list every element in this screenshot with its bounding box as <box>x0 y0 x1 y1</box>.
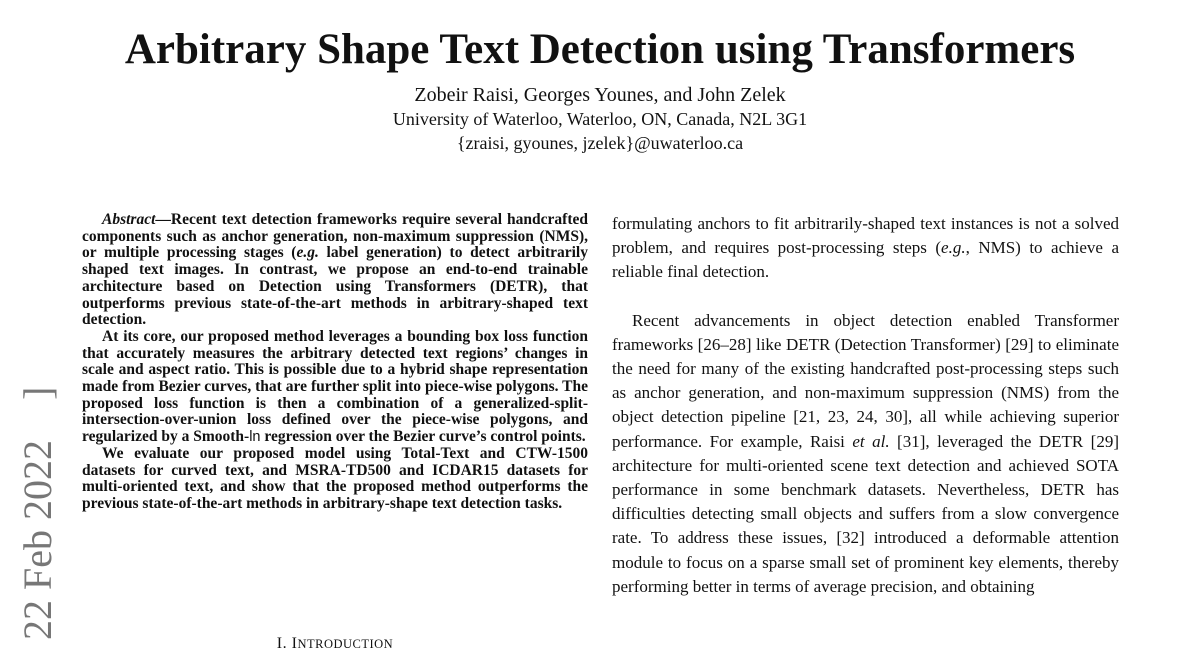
abstract-column <box>82 212 588 513</box>
section-numeral: I. <box>276 635 288 652</box>
body-column <box>612 212 1119 599</box>
body-eg: e.g. <box>941 238 966 258</box>
arxiv-sidebar <box>16 387 60 640</box>
body-text: Recent advancements in object detection enabled Transformer frameworks [26–28] like DETR (Detection Transformer) [29] to eliminate the need for many of the existing handcrafted post-processing steps such as anchor generation, and non-maximum suppression (NMS) from the object detection pipeline [21, 23, 24, 30], all while achieving superior performance. For example, Raisi <box>612 310 1119 451</box>
abstract-ln: ln <box>249 429 261 446</box>
affiliation: University of Waterloo, Waterloo, ON, Canada, N2L 3G1 <box>392 109 808 129</box>
section-title-rest: NTRODUCTION <box>297 637 394 651</box>
abstract-paragraph-1 <box>82 212 588 329</box>
abstract-eg: e.g. <box>296 244 319 262</box>
abstract-text: regression over the Bezier curve’s control points. <box>260 428 586 446</box>
body-paragraph-1 <box>612 212 1119 285</box>
sidebar-bar: ] <box>15 386 60 400</box>
abstract-paragraph-3: We evaluate our proposed model using Total-Text and CTW-1500 datasets for curved text, and MSRA-TD500 and ICDAR15 datasets for multi-oriented text, and show that the proposed method outperforms the previous state-of-the-art methods in arbitrary-shape text detection tasks. <box>82 444 588 512</box>
abstract-text: label generation) to detect arbitrarily shaped text images. In contrast, we propose an end-to-end trainable architecture based on Detection using Transformers (DETR), that outperforms previous state-of-the-art methods in arbitrary-shaped text detection. <box>82 244 588 329</box>
body-text: [31], leveraged the DETR [29] architecture for multi-oriented scene text detection and achieved SOTA performance in some benchmark datasets. Nevertheless, DETR has difficulties detecting small objects and suffers from a slow convergence rate. To address these issues, [32] introduced a deformable attention module to focus on a sparse small set of prominent key elements, thereby performing better in terms of average precision, and obtaining <box>612 431 1119 596</box>
abstract-dash: — <box>155 211 171 228</box>
body-paragraph-2 <box>612 309 1119 599</box>
section-heading <box>82 634 588 654</box>
email: {zraisi, gyounes, jzelek}@uwaterloo.ca <box>456 133 744 153</box>
authors: Zobeir Raisi, Georges Younes, and John Zelek <box>414 84 786 106</box>
abstract-paragraph-2 <box>82 329 588 446</box>
paper-title: Arbitrary Shape Text Detection using Transformers <box>124 25 1076 73</box>
abstract-text: At its core, our proposed method leverages a bounding box loss function that accurately measures the arbitrary detected text regions’ changes in scale and aspect ratio. This is possible due to a hybrid shape representation made from Bezier curves, that are further split into piece-wise polygons. The proposed loss function is then a combination of a generalized-split-intersection-over-union loss defined over the piece-wise polygons, and regularized by a Smooth- <box>82 327 588 446</box>
body-etal: et al. <box>852 431 890 451</box>
abstract-label: Abstract <box>102 211 156 228</box>
abstract-text: Recent text detection frameworks require several handcrafted components such as anchor generation, non-maximum suppression (NMS), or multiple processing stages ( <box>82 211 588 262</box>
body-text: formulating anchors to fit arbitrarily-shaped text instances is not a solved problem, and requires post-processing steps ( <box>612 214 1119 258</box>
sidebar-date: 22 Feb 2022 <box>15 440 60 640</box>
section-initial: I <box>291 635 298 652</box>
body-text: , NMS) to achieve a reliable final detection. <box>612 238 1119 282</box>
